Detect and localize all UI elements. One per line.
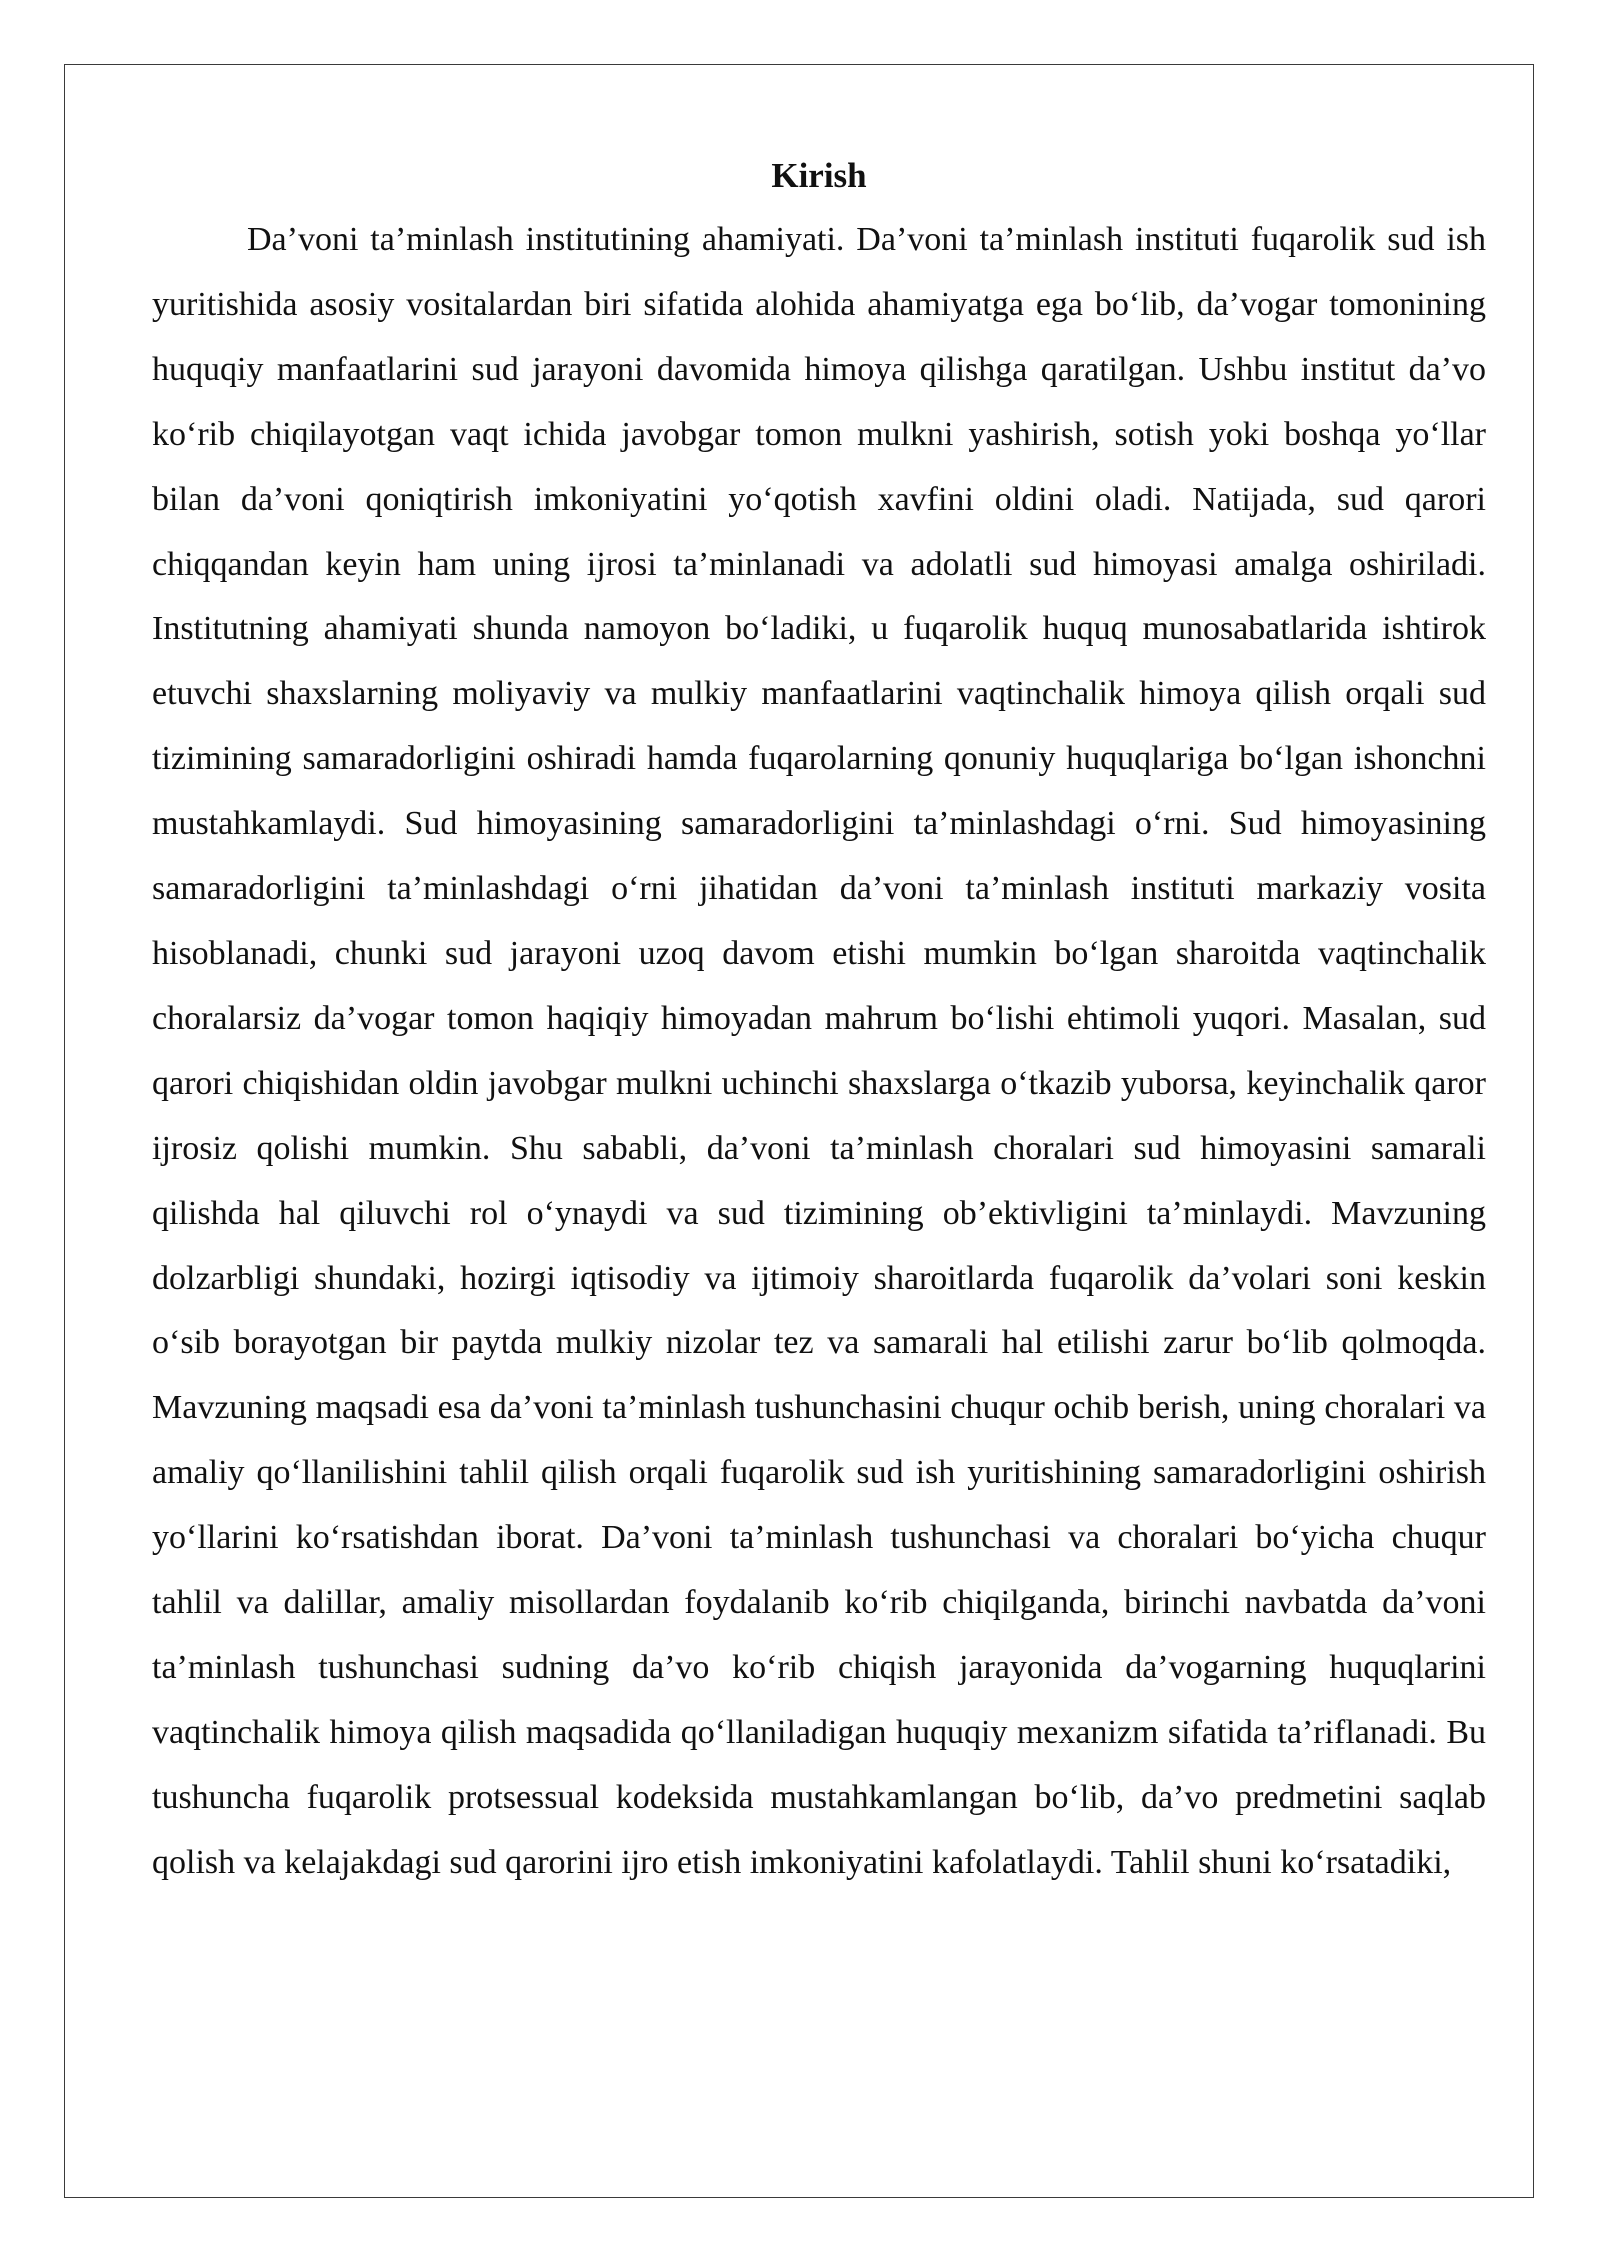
- document-title: Kirish: [771, 156, 867, 195]
- document-content: [152, 140, 1486, 1896]
- body-paragraph: Da’voni ta’minlash institutining ahamiyati. Da’voni ta’minlash instituti fuqarolik sud ish yuritishida asosiy vositalardan biri sifatida alohida ahamiyatga ega bo‘lib, da’vogar tomonining huquqiy manfaatlarini sud jarayoni davomida himoya qilishga qaratilgan. Ushbu institut da’vo ko‘rib chiqilayotgan vaqt ichida javobgar tomon mulkni yashirish, sotish yoki boshqa yo‘llar bilan da’voni qoniqtirish imkoniyatini yo‘qotish xavfini oldini oladi. Natijada, sud qarori chiqqandan keyin ham uning ijrosi ta’minlanadi va adolatli sud himoyasi amalga oshiriladi. Institutning ahamiyati shunda namoyon bo‘ladiki, u fuqarolik huquq munosabatlarida ishtirok etuvchi shaxslarning moliyaviy va mulkiy manfaatlarini vaqtinchalik himoya qilish orqali sud tizimining samaradorligini oshiradi hamda fuqarolarning qonuniy huquqlariga bo‘lgan ishonchni mustahkamlaydi. Sud himoyasining samaradorligini ta’minlashdagi o‘rni. Sud himoyasining samaradorligini ta’minlashdagi o‘rni jihatidan da’voni ta’minlash instituti markaziy vosita hisoblanadi, chunki sud jarayoni uzoq davom etishi mumkin bo‘lgan sharoitda vaqtinchalik choralarsiz da’vogar tomon haqiqiy himoyadan mahrum bo‘lishi ehtimoli yuqori. Masalan, sud qarori chiqishidan oldin javobgar mulkni uchinchi shaxslarga o‘tkazib yuborsa, keyinchalik qaror ijrosiz qolishi mumkin. Shu sababli, da’voni ta’minlash choralari sud himoyasini samarali qilishda hal qiluvchi rol o‘ynaydi va sud tizimining ob’ektivligini ta’minlaydi. Mavzuning dolzarbligi shundaki, hozirgi iqtisodiy va ijtimoiy sharoitlarda fuqarolik da’volari soni keskin o‘sib borayotgan bir paytda mulkiy nizolar tez va samarali hal etilishi zarur bo‘lib qolmoqda. Mavzuning maqsadi esa da’voni ta’minlash tushunchasini chuqur ochib berish, uning choralari va amaliy qo‘llanilishini tahlil qilish orqali fuqarolik sud ish yuritishining samaradorligini oshirish yo‘llarini ko‘rsatishdan iborat. Da’voni ta’minlash tushunchasi va choralari bo‘yicha chuqur tahlil va dalillar, amaliy misollardan foydalanib ko‘rib chiqilganda, birinchi navbatda da’voni ta’minlash tushunchasi sudning da’vo ko‘rib chiqish jarayonida da’vogarning huquqlarini vaqtinchalik himoya qilish maqsadida qo‘llaniladigan huquqiy mexanizm sifatida ta’riflanadi. Bu tushuncha fuqarolik protsessual kodeksida mustahkamlangan bo‘lib, da’vo predmetini saqlab qolish va kelajakdagi sud qarorini ijro etish imkoniyatini kafolatlaydi. Tahlil shuni ko‘rsatadiki,: [152, 221, 1486, 1881]
